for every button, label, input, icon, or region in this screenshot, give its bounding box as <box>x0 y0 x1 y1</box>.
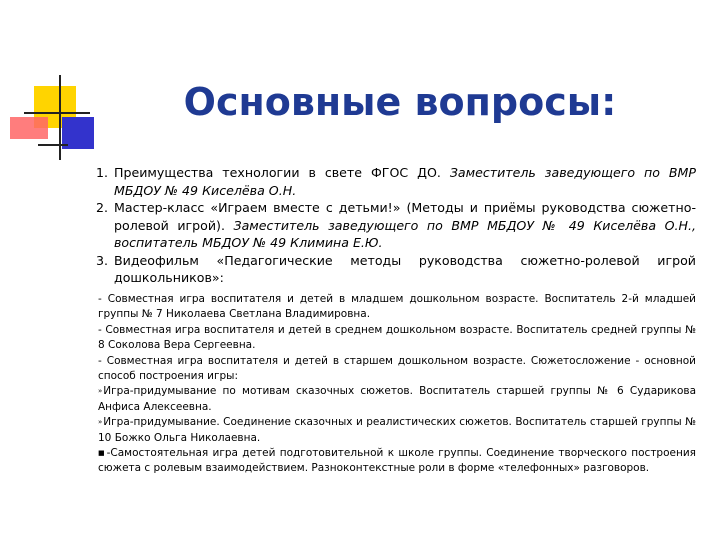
item-number: 1. <box>96 165 109 180</box>
item-text <box>114 252 696 287</box>
decor-horizontal-line-lower <box>38 144 68 146</box>
subitem-marker: ■ <box>98 449 106 458</box>
list-item <box>96 199 696 252</box>
subitem-text: -Самостоятельная игра детей подготовительной к школе группы. Соединение творческого построения сюжета с ролевым взаимодействием. Разноконтекстные роли в форме «телефонных» разговоров. <box>98 447 696 475</box>
subitem-text: Совместная игра воспитателя и детей в среднем дошкольном возрасте. Воспитатель средней группы № 8 Соколова Вера Сергеевна. <box>98 323 696 352</box>
subitem-text: Игра-придумывание. Соединение сказочных и реалистических сюжетов. Воспитатель старшей группы № 10 Божко Ольга Николаевна. <box>98 416 696 444</box>
main-list <box>96 164 696 287</box>
item-text <box>114 199 696 252</box>
decor-vertical-line <box>59 75 61 160</box>
subitem-text: Совместная игра воспитателя и детей в старшем дошкольном возрасте. Сюжетосложение - основной способ построения игры: <box>98 354 696 383</box>
item-text <box>114 164 696 199</box>
subitem <box>98 323 696 354</box>
subitem-text: Совместная игра воспитателя и детей в младшем дошкольном возрасте. Воспитатель 2-й младшей группы № 7 Николаева Светлана Владимировна. <box>98 293 696 321</box>
item-italic: Заместитель заведующего по ВМР МБДОУ № 49 Киселёва О.Н., воспитатель МБДОУ № 49 Климина Е.Ю. <box>114 217 696 250</box>
list-item <box>96 252 696 287</box>
item-plain: Мастер-класс «Играем вместе с детьми!» (Методы и приёмы руководства сюжетно-ролевой игрой). <box>114 200 696 233</box>
subitem <box>98 446 696 477</box>
subitem <box>98 354 696 385</box>
subitem <box>98 384 696 415</box>
decor-red-rectangle <box>10 117 48 139</box>
item-plain: Преимущества технологии в свете ФГОС ДО. <box>114 165 450 180</box>
subitem-marker: » <box>98 418 103 427</box>
subitem-marker: - <box>98 354 102 367</box>
list-item <box>96 164 696 199</box>
item-plain: Видеофильм «Педагогические методы руководства сюжетно-ролевой игрой дошкольников»: <box>114 252 696 285</box>
item-number: 3. <box>96 252 109 268</box>
item-number: 2. <box>96 200 109 215</box>
video-subitems <box>98 292 696 477</box>
subitem-marker: - <box>98 293 102 305</box>
subitem-marker: - <box>98 323 102 336</box>
subitem-text: Игра-придумывание по мотивам сказочных сюжетов. Воспитатель старшей группы № 6 Сударикова Анфиса Алексеевна. <box>98 385 696 413</box>
page-title: Основные вопросы: <box>183 80 617 124</box>
subitem <box>98 415 696 446</box>
item-italic: Заместитель заведующего по ВМР МБДОУ № 49 Киселёва О.Н. <box>114 165 696 198</box>
subitem-marker: » <box>98 387 103 396</box>
subitem <box>98 292 696 323</box>
decor-horizontal-line <box>24 112 90 114</box>
